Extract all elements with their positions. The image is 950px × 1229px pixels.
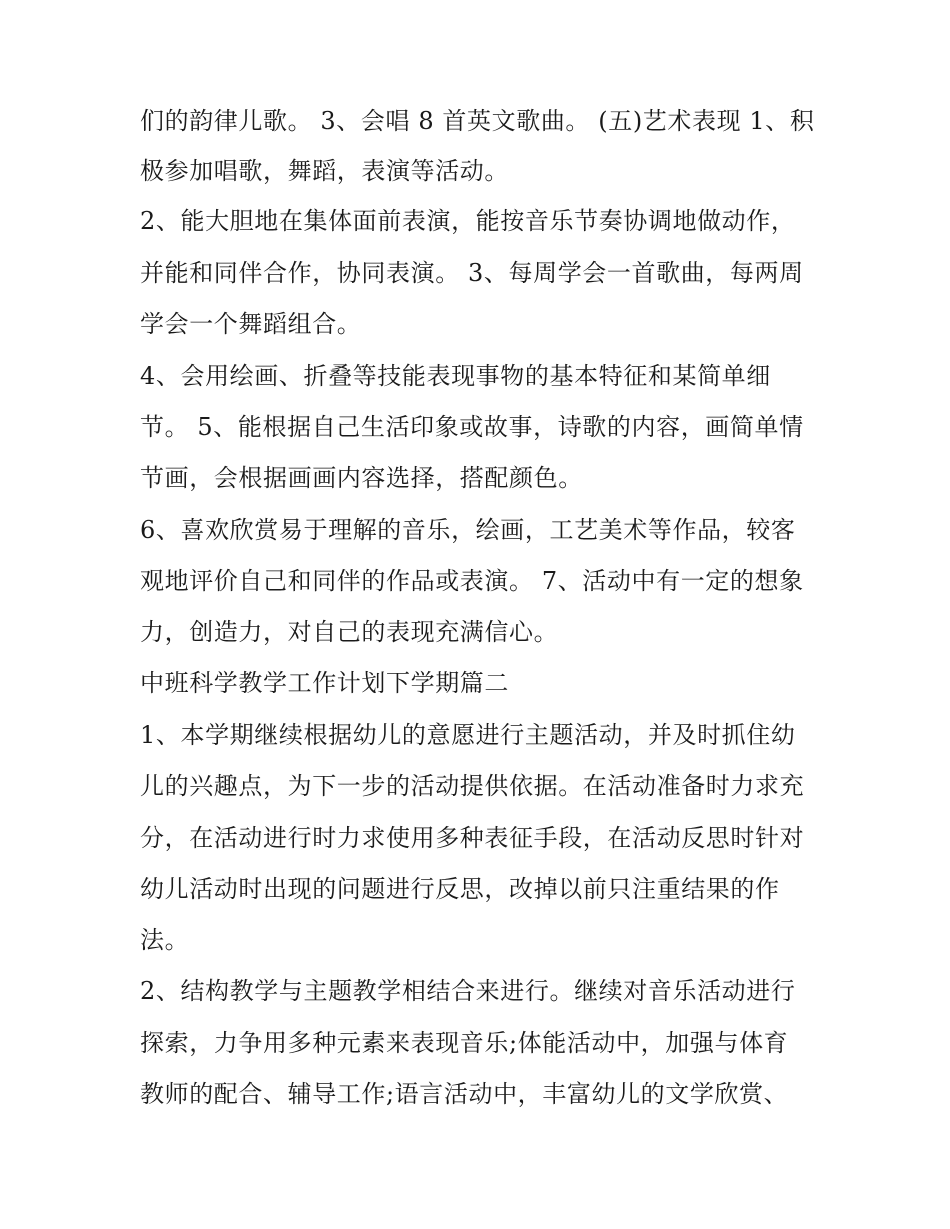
text-line: 观地评价自己和同伴的作品或表演。 7、活动中有一定的想象: [140, 567, 804, 595]
text-line: 力，创造力，对自己的表现充满信心。: [140, 618, 559, 646]
text-line: 探索，力争用多种元素来表现音乐;体能活动中，加强与体育: [140, 1029, 789, 1057]
text-line: 分，在活动进行时力求使用多种表征手段，在活动反思时针对: [140, 824, 805, 852]
text-line: 2、能大胆地在集体面前表演，能按音乐节奏协调地做动作，: [140, 207, 796, 235]
text-line: 并能和同伴合作，协同表演。 3、每周学会一首歌曲，每两周: [140, 259, 804, 287]
text-line: 节画，会根据画画内容选择，搭配颜色。: [140, 464, 583, 492]
section-heading: 中班科学教学工作计划下学期篇二: [140, 669, 509, 697]
text-line: 幼儿活动时出现的问题进行反思，改掉以前只注重结果的作: [140, 875, 780, 903]
text-line: 2、结构教学与主题教学相结合来进行。继续对音乐活动进行: [140, 977, 796, 1005]
text-line: 1、本学期继续根据幼儿的意愿进行主题活动，并及时抓住幼: [140, 721, 796, 749]
text-line: 极参加唱歌，舞蹈，表演等活动。: [140, 157, 509, 185]
text-line: 6、喜欢欣赏易于理解的音乐，绘画，工艺美术等作品，较客: [140, 516, 796, 544]
text-line: 教师的配合、辅导工作;语言活动中，丰富幼儿的文学欣赏、: [140, 1080, 789, 1108]
text-line: 4、会用绘画、折叠等技能表现事物的基本特征和某简单细: [140, 362, 771, 390]
text-line: 学会一个舞蹈组合。: [140, 310, 362, 338]
text-line: 们的韵律儿歌。 3、会唱 8 首英文歌曲。 (五)艺术表现 1、积: [140, 107, 815, 135]
text-line: 儿的兴趣点，为下一步的活动提供依据。在活动准备时力求充: [140, 772, 805, 800]
text-line: 节。 5、能根据自己生活印象或故事，诗歌的内容，画简单情: [140, 413, 804, 441]
text-line: 法。: [140, 926, 190, 954]
